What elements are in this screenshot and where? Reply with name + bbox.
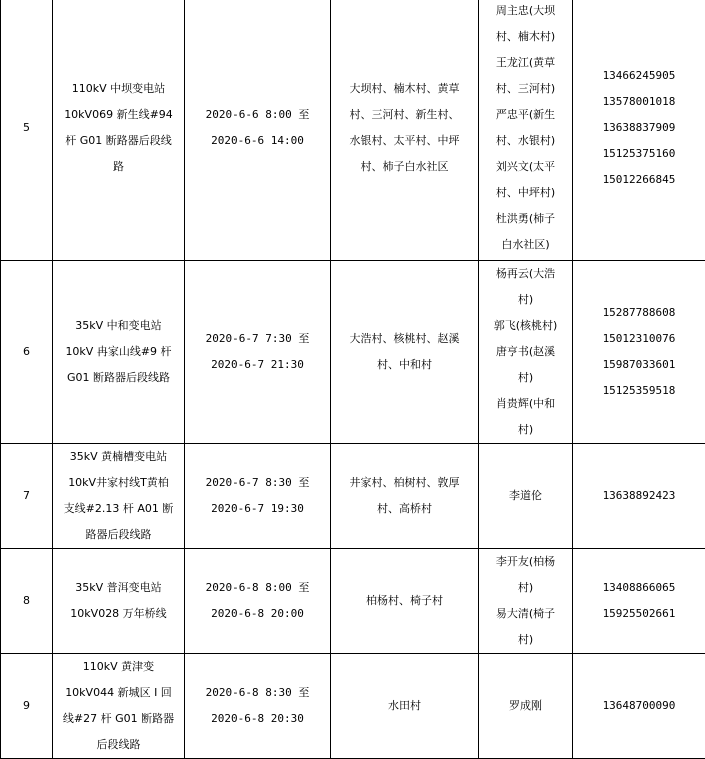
contact-phone: 13638892423 bbox=[573, 444, 705, 549]
line-name: 35kV 黄楠槽变电站 10kV井家村线T黄柏 支线#2.13 杆 A01 断 路器后段线路 bbox=[53, 444, 185, 549]
affected-area: 水田村 bbox=[331, 654, 479, 759]
contact-phone: 13408866065 15925502661 bbox=[573, 549, 705, 654]
outage-time: 2020-6-8 8:30 至 2020-6-8 20:30 bbox=[185, 654, 331, 759]
contact-person: 李道伦 bbox=[479, 444, 573, 549]
contact-person: 李开友(柏杨 村) 易大清(椅子 村) bbox=[479, 549, 573, 654]
row-number: 8 bbox=[1, 549, 53, 654]
row-number: 5 bbox=[1, 0, 53, 261]
table-row bbox=[1, 654, 705, 759]
contact-person: 杨再云(大浩 村) 郭飞(核桃村) 唐亨书(赵溪 村) 肖贵辉(中和 村) bbox=[479, 261, 573, 444]
affected-area: 井家村、柏树村、敦厚 村、高桥村 bbox=[331, 444, 479, 549]
table-row bbox=[1, 0, 705, 261]
line-name: 110kV 黄津变 10kV044 新城区 I 回 线#27 杆 G01 断路器 后段线路 bbox=[53, 654, 185, 759]
line-name: 110kV 中坝变电站 10kV069 新生线#94 杆 G01 断路器后段线 路 bbox=[53, 0, 185, 261]
contact-phone: 15287788608 15012310076 15987033601 15125359518 bbox=[573, 261, 705, 444]
table-row bbox=[1, 444, 705, 549]
outage-time: 2020-6-7 8:30 至 2020-6-7 19:30 bbox=[185, 444, 331, 549]
table-row bbox=[1, 549, 705, 654]
contact-person: 周主忠(大坝 村、楠木村) 王龙江(黄草 村、三河村) 严忠平(新生 村、水银村) 刘兴文(太平 村、中坪村) 杜洪勇(杮子 白水社区) bbox=[479, 0, 573, 261]
line-name: 35kV 中和变电站 10kV 冉家山线#9 杆 G01 断路器后段线路 bbox=[53, 261, 185, 444]
contact-person: 罗成刚 bbox=[479, 654, 573, 759]
affected-area: 大坝村、楠木村、黄草 村、三河村、新生村、 水银村、太平村、中坪 村、杮子白水社区 bbox=[331, 0, 479, 261]
outage-time: 2020-6-6 8:00 至 2020-6-6 14:00 bbox=[185, 0, 331, 261]
affected-area: 大浩村、核桃村、赵溪 村、中和村 bbox=[331, 261, 479, 444]
line-name: 35kV 普洱变电站 10kV028 万年桥线 bbox=[53, 549, 185, 654]
outage-time: 2020-6-8 8:00 至 2020-6-8 20:00 bbox=[185, 549, 331, 654]
table-row bbox=[1, 261, 705, 444]
outage-time: 2020-6-7 7:30 至 2020-6-7 21:30 bbox=[185, 261, 331, 444]
contact-phone: 13648700090 bbox=[573, 654, 705, 759]
row-number: 7 bbox=[1, 444, 53, 549]
row-number: 6 bbox=[1, 261, 53, 444]
row-number: 9 bbox=[1, 654, 53, 759]
contact-phone: 13466245905 13578001018 13638837909 15125375160 15012266845 bbox=[573, 0, 705, 261]
affected-area: 柏杨村、椅子村 bbox=[331, 549, 479, 654]
